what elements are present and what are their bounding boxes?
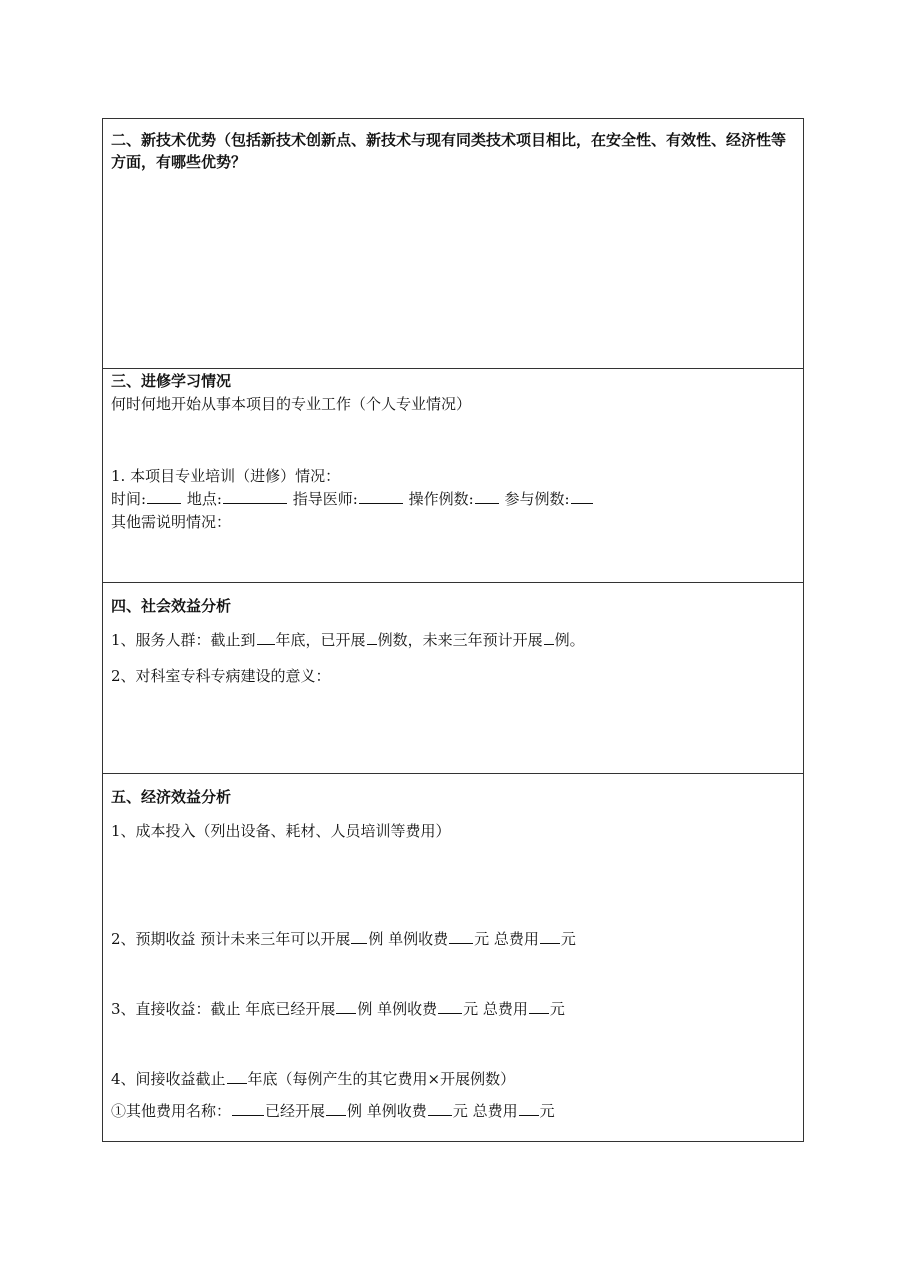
text: 元 总费用 [463,1000,528,1018]
unit-fee-blank[interactable] [449,928,473,944]
training-fields-row [111,488,797,510]
text: 例 单例收费 [357,1000,438,1018]
text: 年底（每例产生的其它费用×开展例数） [247,1070,516,1088]
prompt-text: 何时何地开始从事本项目的专业工作（个人专业情况） [111,395,472,413]
prompt-text: 其他需说明情况： [111,513,232,531]
prompt-text: 1、成本投入（列出设备、耗材、人员培训等费用） [111,822,451,840]
form-table [102,118,804,1142]
time-blank[interactable] [147,488,181,504]
total-blank[interactable] [540,928,560,944]
text: 元 [549,1000,565,1018]
ops-blank[interactable] [475,488,499,504]
part-blank[interactable] [571,488,593,504]
text: ①其他费用名称： [111,1102,232,1120]
fee-name-blank[interactable] [232,1100,264,1116]
time-colon: : [141,490,147,508]
text: 例。 [554,631,585,649]
text: 1、服务人群：截止到 [111,631,256,649]
direct-income-row [111,998,797,1020]
section-economic-benefit [103,774,803,1141]
total-blank[interactable] [519,1100,539,1116]
cases-blank[interactable] [326,1100,346,1116]
text: 例数，未来三年预计开展 [377,631,543,649]
prompt-text: 2、对科室专科专病建设的意义： [111,667,331,685]
section-social-benefit [103,583,803,774]
section-heading: 三、进修学习情况 [111,372,232,390]
indirect-income-row [111,1068,797,1090]
section-heading: 五、经济效益分析 [111,788,232,806]
section-new-tech-advantages [103,119,803,369]
prompt-text: 1. 本项目专业培训（进修）情况： [111,467,341,485]
plan-blank[interactable] [544,629,554,645]
time-label: 时间 [111,490,142,508]
count-blank[interactable] [367,629,377,645]
text: 元 [560,930,576,948]
text: 元 [539,1102,555,1120]
part-label: 参与例数 [504,490,565,508]
text: 已经开展 [265,1102,326,1120]
text: 例 单例收费 [347,1102,427,1120]
service-population-row [111,629,797,651]
ops-label: 操作例数 [408,490,469,508]
unit-fee-blank[interactable] [428,1100,452,1116]
other-fee-row [111,1100,797,1122]
year-blank[interactable] [257,629,275,645]
unit-fee-blank[interactable] [438,998,462,1014]
year-blank[interactable] [227,1068,247,1084]
place-blank[interactable] [223,488,287,504]
section-heading: 二、新技术优势（包括新技术创新点、新技术与现有同类技术项目相比，在安全性、有效性、经济性等方面，有哪些优势？ [111,131,787,171]
place-colon: : [216,490,222,508]
expected-income-row [111,928,797,950]
text: 4、间接收益截止 [111,1070,226,1088]
text: 元 总费用 [452,1102,518,1120]
part-colon: : [564,490,570,508]
text: 3、直接收益：截止 年底已经开展 [111,1000,336,1018]
ops-colon: : [468,490,474,508]
mentor-colon: : [352,490,358,508]
mentor-blank[interactable] [359,488,403,504]
place-label: 地点 [186,490,217,508]
section-heading: 四、社会效益分析 [111,597,232,615]
cases-blank[interactable] [351,928,367,944]
text: 例 单例收费 [368,930,449,948]
mentor-label: 指导医师 [292,490,353,508]
total-blank[interactable] [529,998,549,1014]
text: 元 总费用 [474,930,539,948]
cases-blank[interactable] [336,998,356,1014]
text: 2、预期收益 预计未来三年可以开展 [111,930,351,948]
section-training [103,369,803,583]
text: 年底，已开展 [275,631,366,649]
